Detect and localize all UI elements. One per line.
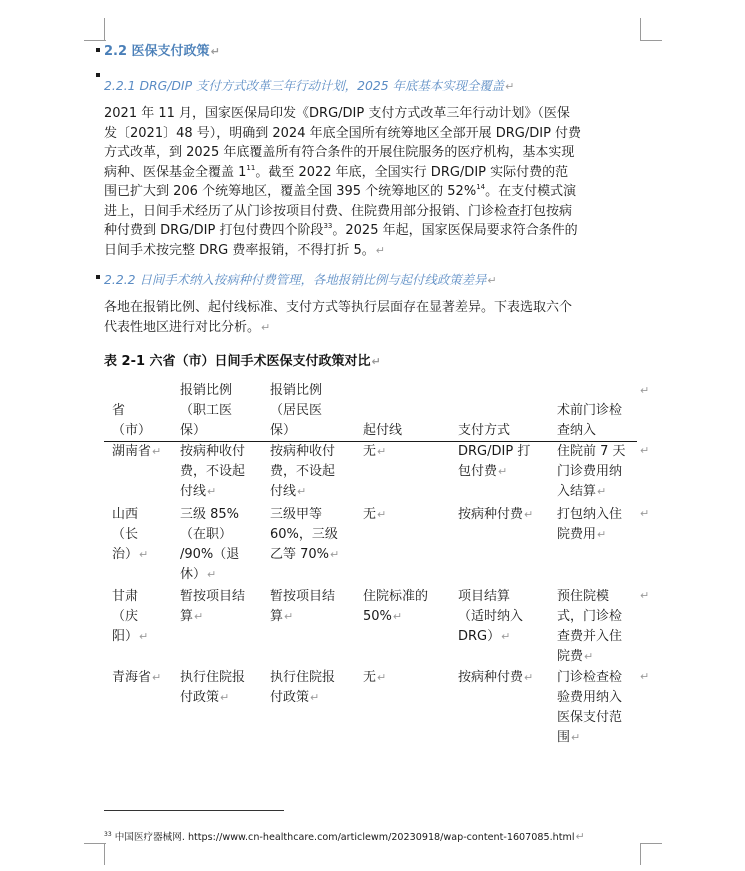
table-cell: 项目结算 （适时纳入 DRG）↵ — [458, 589, 524, 644]
table-header-rule — [104, 441, 637, 442]
table-cell: 按病种收付 费，不设起 付线↵ — [270, 444, 336, 499]
table-cell: 按病种付费↵ — [458, 670, 534, 685]
table-cell: 住院标准的 50%↵ — [363, 589, 429, 624]
table-cell: 按病种付费↵ — [458, 507, 534, 522]
table-cell: 暂按项目结 算↵ — [180, 589, 246, 624]
table-header-cell: 报销比例 （职工医 保） — [180, 383, 233, 438]
table-header-cell: 支付方式 — [458, 423, 511, 438]
table-cell: 甘肃 （庆 阳）↵ — [112, 589, 149, 644]
table-cell: 三级 85% （在职） /90%（退 休）↵ — [180, 507, 240, 582]
table-header-cell: 起付线 — [363, 423, 403, 438]
crop-mark — [104, 843, 105, 865]
table-cell: 执行住院报 付政策↵ — [180, 670, 246, 705]
table-cell: 住院前 7 天 门诊费用纳 入结算↵ — [557, 444, 626, 499]
row-end-mark: ↵ — [640, 444, 650, 457]
crop-mark — [640, 843, 641, 865]
table-cell: 无↵ — [363, 670, 387, 685]
table-cell: 无↵ — [363, 507, 387, 522]
table-cell: 暂按项目结 算↵ — [270, 589, 336, 624]
heading-bullet — [96, 73, 100, 77]
table-cell: 打包纳入住 院费用↵ — [557, 507, 623, 542]
table-cell: 预住院模 式，门诊检 查费并入住 院费↵ — [557, 589, 623, 664]
subsection-heading-1: 2.2.1 DRG/DIP 支付方式改革三年行动计划，2025 年底基本实现全覆盖↵ — [104, 78, 515, 93]
table-caption: 表 2-1 六省（市）日间手术医保支付政策对比↵ — [104, 354, 381, 369]
table-header-cell: 术前门诊检 查纳入 — [557, 403, 623, 438]
crop-mark — [104, 18, 105, 40]
footnote-separator — [104, 810, 284, 811]
table-cell: 按病种收付 费，不设起 付线↵ — [180, 444, 246, 499]
paragraph-regional-diff: 各地在报销比例、起付线标准、支付方式等执行层面存在显著差异。下表选取六个 代表性地区进行对比分析。↵ — [104, 300, 573, 335]
table-cell: 三级甲等 60%，三级 乙等 70%↵ — [270, 507, 340, 562]
crop-mark — [640, 843, 662, 844]
section-heading: 2.2 医保支付政策↵ — [104, 44, 220, 59]
crop-mark — [640, 18, 641, 40]
table-header-cell: 省 （市） — [112, 403, 152, 438]
table-cell: 执行住院报 付政策↵ — [270, 670, 336, 705]
row-end-mark: ↵ — [640, 507, 650, 520]
crop-mark — [84, 843, 106, 844]
row-end-mark: ↵ — [640, 589, 650, 602]
table-cell: 山西 （长 治）↵ — [112, 507, 149, 562]
table-cell: 青海省↵ — [112, 670, 162, 685]
footnote: $^{33}$ 中国医疗器械网. https://www.cn-healthcare.com/articlewm/20230918/wap-content-1607085.html↵ — [104, 830, 585, 843]
row-end-mark: ↵ — [640, 384, 650, 397]
crop-mark — [84, 40, 106, 41]
heading-bullet — [96, 275, 100, 279]
paragraph-drg-dip: 2021 年 11 月，国家医保局印发《DRG/DIP 支付方式改革三年行动计划》（医保 发〔2021〕48 号），明确到 2024 年底全国所有统筹地区全部开展 DRG/DIP 付费 方式改革，到 2025 年底覆盖所有符合条件的开展住院服务的医疗机构，基本实现 病种、医保基金全覆盖 $1^{11}$。截至 2022 年底，全国实行 DRG/DIP 实际付费的范 围已扩大到 206 个统筹地区，覆盖全国 395 个统筹地区的 52%$^{14}$。在支付模式演 进上，日间手术经历了从门诊按项目付费、住院费用部分报销、门诊检查打包按病 种付费到 DRG/DIP 打包付费四个阶段$^{33}$。2025 年起，国家医保局要求符合条件的 日间手术按完整 DRG 费率报销，不得打折 5。↵ — [104, 106, 582, 258]
table-header-cell: 报销比例 （居民医 保） — [270, 383, 323, 438]
row-end-mark: ↵ — [640, 670, 650, 683]
table-cell: 无↵ — [363, 444, 387, 459]
table-cell: 湖南省↵ — [112, 444, 162, 459]
table-cell: DRG/DIP 打 包付费↵ — [458, 444, 531, 479]
subsection-heading-2: 2.2.2 日间手术纳入按病种付费管理，各地报销比例与起付线政策差异↵ — [104, 272, 497, 287]
heading-bullet — [96, 48, 100, 52]
crop-mark — [640, 40, 662, 41]
table-cell: 门诊检查检 验费用纳入 医保支付范 围↵ — [557, 670, 623, 745]
